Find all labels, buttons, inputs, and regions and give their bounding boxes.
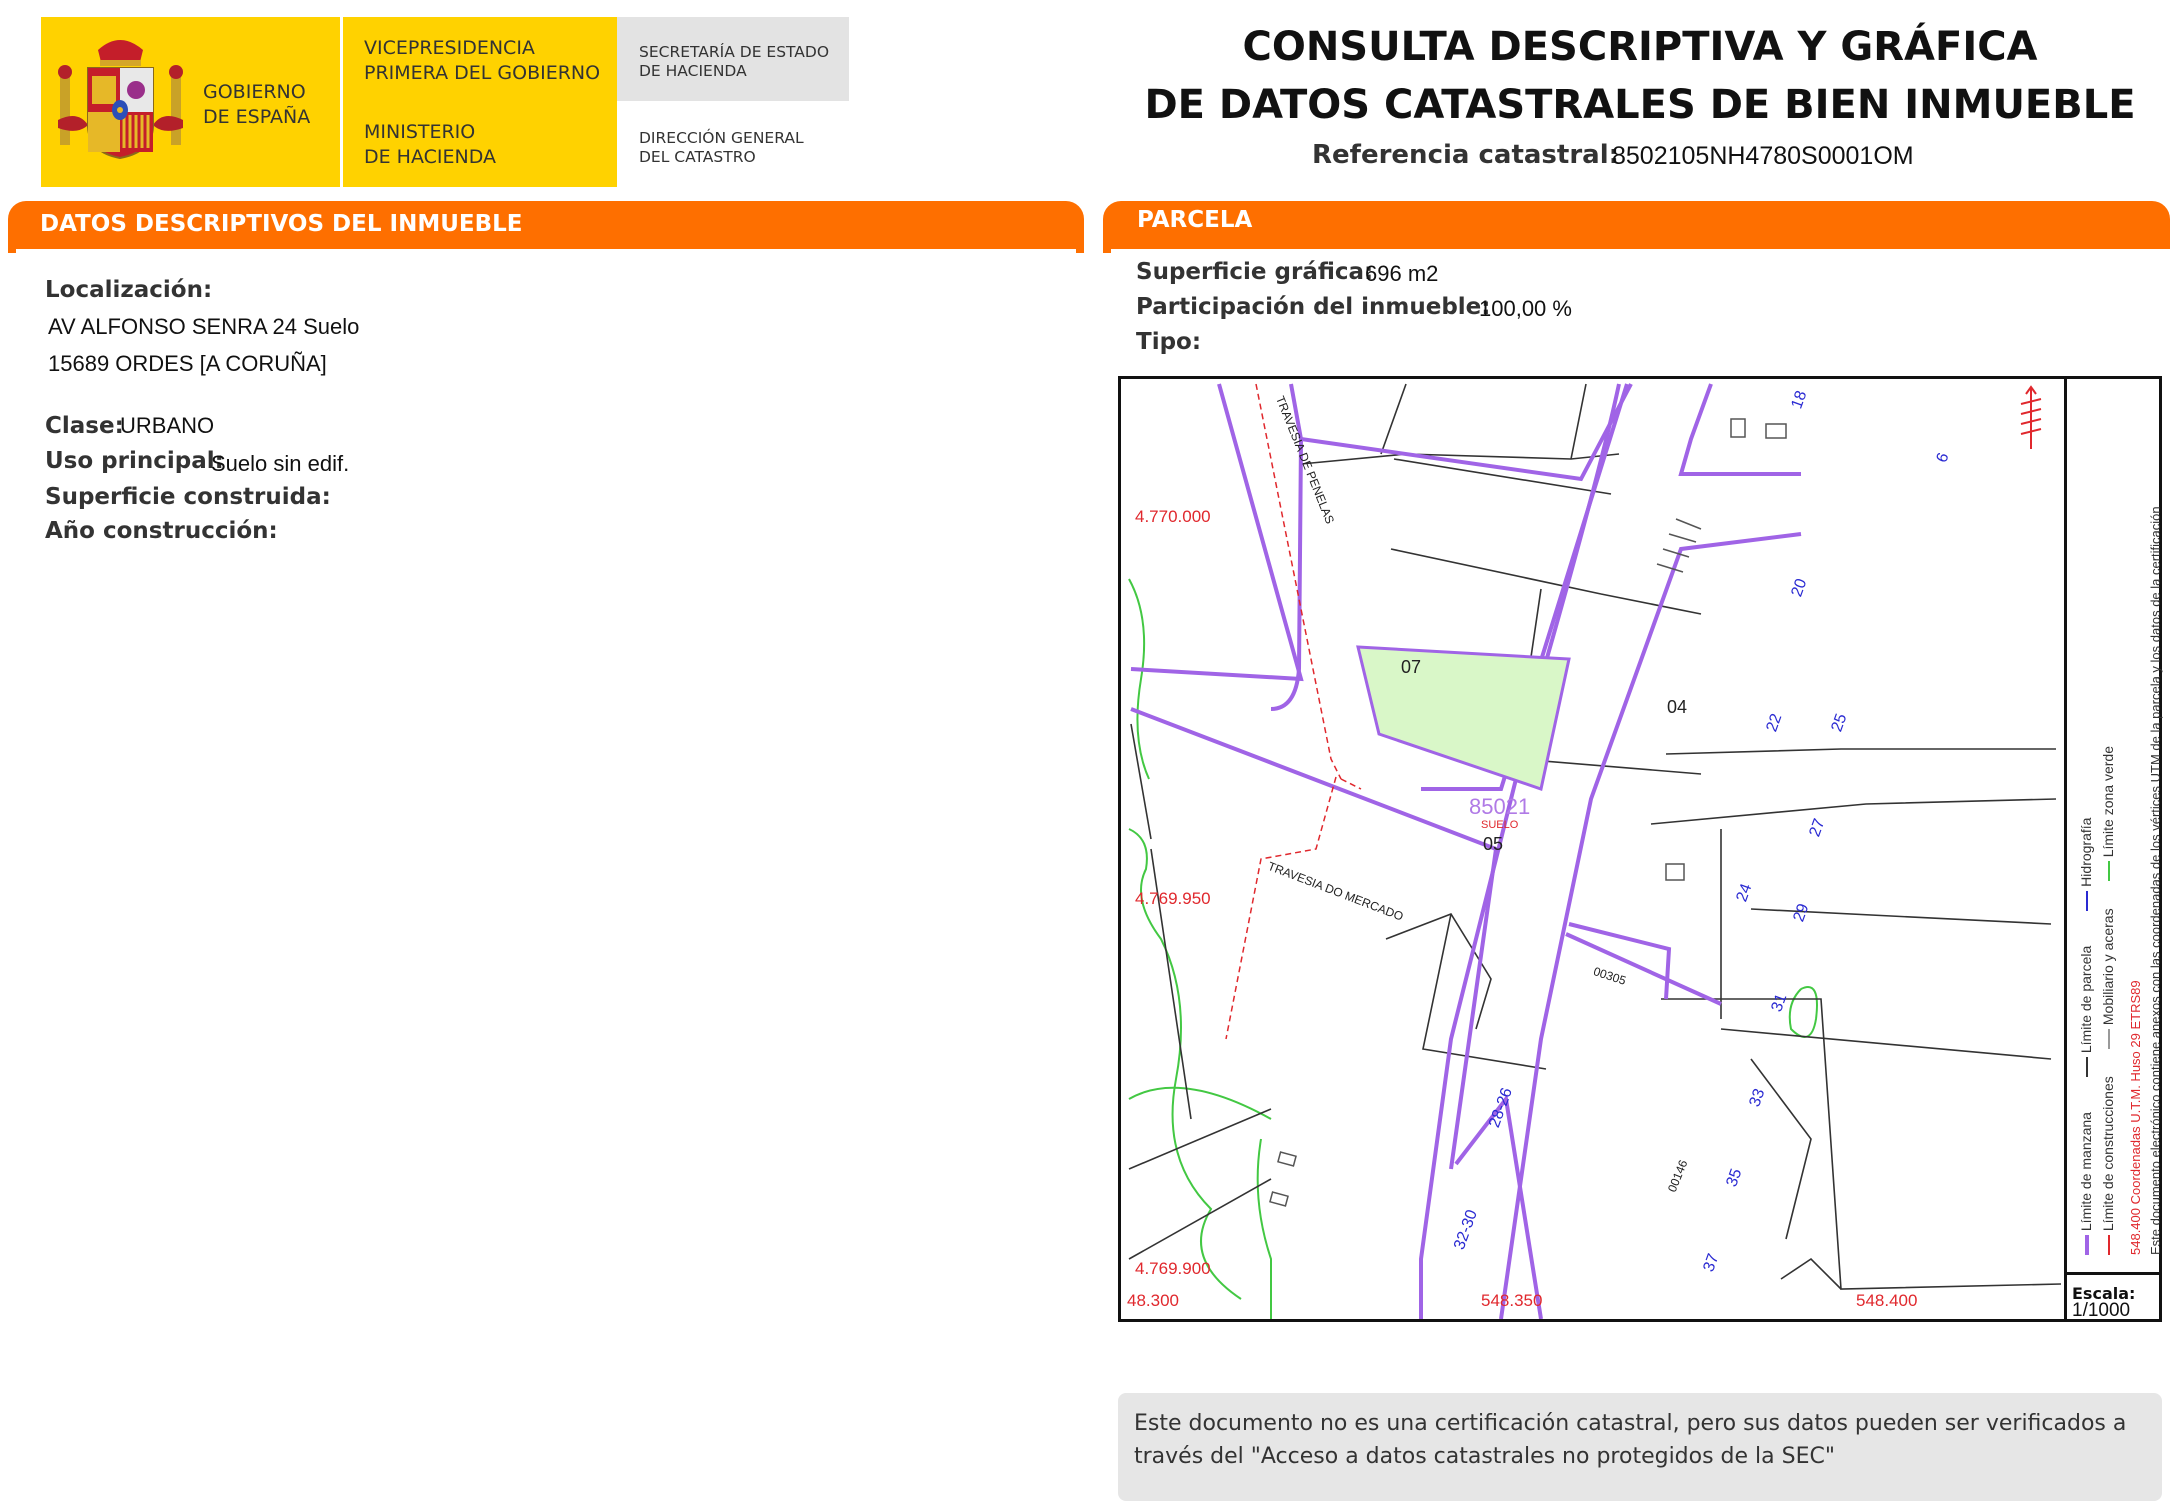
title-line-2: DE DATOS CATASTRALES DE BIEN INMUEBLE bbox=[1144, 82, 2136, 128]
x-coord-mid: 548.350 bbox=[1481, 1291, 1543, 1310]
house-number: 22 bbox=[1763, 711, 1786, 735]
direccion-line-2: DEL CATASTRO bbox=[639, 148, 756, 166]
legend-annex-note: Este documento electrónico contiene anexos con las coordenadas de los vértices UTM de la parcela y los datos de la certificación bbox=[2148, 506, 2163, 1255]
legend-swatch-construction bbox=[2108, 1235, 2110, 1255]
legend-block-limit: Límite de manzana bbox=[2078, 1112, 2094, 1232]
use-label: Uso principal: bbox=[45, 448, 224, 474]
scale-label: Escala: bbox=[2072, 1284, 2136, 1303]
participation-label: Participación del inmueble: bbox=[1136, 294, 1491, 320]
ministerio-line-2: DE HACIENDA bbox=[364, 146, 497, 168]
secretaria-line-1: SECRETARÍA DE ESTADO bbox=[639, 43, 830, 61]
house-number: 32-30 bbox=[1451, 1207, 1481, 1252]
legend-swatch-furniture bbox=[2108, 1029, 2110, 1049]
parcel-number-label: 05 bbox=[1483, 834, 1504, 854]
subject-parcel bbox=[1358, 647, 1569, 789]
map-drawing bbox=[1121, 379, 2159, 1319]
street-name-mercado: TRAVESIA DO MERCADO bbox=[1265, 859, 1406, 924]
house-number: 27 bbox=[1806, 816, 1829, 840]
map-legend bbox=[2070, 385, 2163, 1265]
type-label: Tipo: bbox=[1136, 329, 1202, 355]
descriptive-header-tab-left bbox=[8, 241, 16, 253]
y-coord-top: 4.770.000 bbox=[1135, 507, 1211, 526]
graphic-area-label: Superficie gráfica: bbox=[1136, 259, 1374, 285]
house-number: 31 bbox=[1768, 991, 1791, 1015]
descriptive-header-tab-right bbox=[1076, 241, 1084, 253]
vicepresidencia-line-1: VICEPRESIDENCIA bbox=[364, 37, 535, 59]
year-label: Año construcción: bbox=[45, 518, 278, 544]
map-legend-divider bbox=[2064, 376, 2067, 1322]
street-name-penelas: TRAVESIA DE PENELAS bbox=[1273, 394, 1338, 526]
house-number: 20 bbox=[1788, 576, 1811, 600]
north-arrow-icon bbox=[2021, 387, 2041, 449]
participation-value: 100,00 % bbox=[1479, 296, 1572, 321]
house-number: 24 bbox=[1733, 881, 1756, 905]
built-area-label: Superficie construida: bbox=[45, 484, 331, 510]
legend-rows bbox=[2078, 375, 2168, 1255]
coat-of-arms-icon bbox=[58, 30, 183, 165]
address-line-1: AV ALFONSO SENRA 24 Suelo bbox=[48, 314, 360, 339]
document-title bbox=[1130, 18, 2150, 134]
cadastral-ref-value: 8502105NH4780S0001OM bbox=[1612, 142, 1914, 170]
legend-parcel-limit: Límite de parcela bbox=[2078, 945, 2094, 1054]
house-number: 37 bbox=[1700, 1251, 1723, 1275]
use-value: Suelo sin edif. bbox=[211, 451, 350, 476]
legend-swatch-green bbox=[2108, 861, 2110, 881]
graphic-area-value: 696 m2 bbox=[1365, 261, 1439, 286]
parcel-section-header bbox=[1103, 201, 2170, 249]
legend-green-zone: Límite zona verde bbox=[2100, 745, 2116, 858]
y-coord-mid: 4.769.950 bbox=[1135, 889, 1211, 908]
legend-construction-limit: Límite de construcciones bbox=[2100, 1076, 2116, 1232]
parcel-ref-label: 85021 bbox=[1469, 794, 1531, 819]
parcel-use-label: SUELO bbox=[1481, 819, 1519, 831]
house-number: 25 bbox=[1828, 711, 1851, 735]
secretaria-line-2: DE HACIENDA bbox=[639, 62, 747, 80]
road-code-00305: 00305 bbox=[1591, 964, 1628, 988]
gov-line-2: DE ESPAÑA bbox=[203, 106, 311, 128]
x-coord-left: 48.300 bbox=[1127, 1291, 1179, 1310]
parcel-header-tab-left bbox=[1103, 241, 1111, 253]
legend-swatch-hydro bbox=[2086, 891, 2088, 911]
location-label: Localización: bbox=[45, 277, 213, 303]
vicepresidencia-line-2: PRIMERA DEL GOBIERNO bbox=[364, 62, 601, 84]
road-code-00146: 00146 bbox=[1664, 1157, 1691, 1195]
house-number: 33 bbox=[1746, 1086, 1769, 1110]
house-number: 28-26 bbox=[1486, 1085, 1516, 1130]
house-number: 18 bbox=[1788, 388, 1811, 412]
title-line-1: CONSULTA DESCRIPTIVA Y GRÁFICA bbox=[1242, 24, 2038, 70]
house-number: 35 bbox=[1723, 1166, 1746, 1190]
gov-line-1: GOBIERNO bbox=[203, 81, 306, 103]
y-coord-bottom: 4.769.900 bbox=[1135, 1259, 1211, 1278]
parcel-section-title: PARCELA bbox=[1137, 207, 1253, 233]
house-number: 29 bbox=[1790, 901, 1813, 925]
direccion-line-1: DIRECCIÓN GENERAL bbox=[639, 129, 804, 147]
legend-hydrography: Hidrografía bbox=[2078, 817, 2094, 887]
verification-note bbox=[1118, 1393, 2162, 1501]
house-number: 6 bbox=[1933, 450, 1953, 465]
class-value: URBANO bbox=[120, 413, 215, 438]
logo-separator bbox=[340, 17, 343, 187]
ministerio-line-1: MINISTERIO bbox=[364, 121, 476, 143]
descriptive-section-header bbox=[8, 201, 1084, 249]
address-line-2: 15689 ORDES [A CORUÑA] bbox=[48, 351, 327, 376]
verification-note-text: Este documento no es una certificación catastral, pero sus datos pueden ser verificados a través del "Acceso a datos catastrales no protegidos de la SEC" bbox=[1134, 1411, 2127, 1469]
neighbour-parcel-07: 07 bbox=[1401, 657, 1422, 677]
legend-swatch-parcel bbox=[2086, 1057, 2088, 1077]
cadastral-ref-label: Referencia catastral: bbox=[1312, 140, 1619, 170]
class-label: Clase: bbox=[45, 413, 124, 439]
parcel-lines bbox=[1129, 384, 2061, 1289]
scale-value: 1/1000 bbox=[2072, 1300, 2131, 1321]
legend-swatch-block bbox=[2085, 1235, 2089, 1255]
descriptive-section-title: DATOS DESCRIPTIVOS DEL INMUEBLE bbox=[40, 211, 523, 237]
legend-coordinate-system: 548.400 Coordenadas U.T.M. Huso 29 ETRS89 bbox=[2128, 980, 2143, 1255]
cadastral-map bbox=[1118, 376, 2162, 1322]
block-limit-lines bbox=[1131, 384, 1801, 1319]
neighbour-parcel-04: 04 bbox=[1667, 697, 1688, 717]
x-coord-right: 548.400 bbox=[1856, 1291, 1918, 1310]
legend-furniture: Mobiliario y aceras bbox=[2100, 908, 2116, 1026]
